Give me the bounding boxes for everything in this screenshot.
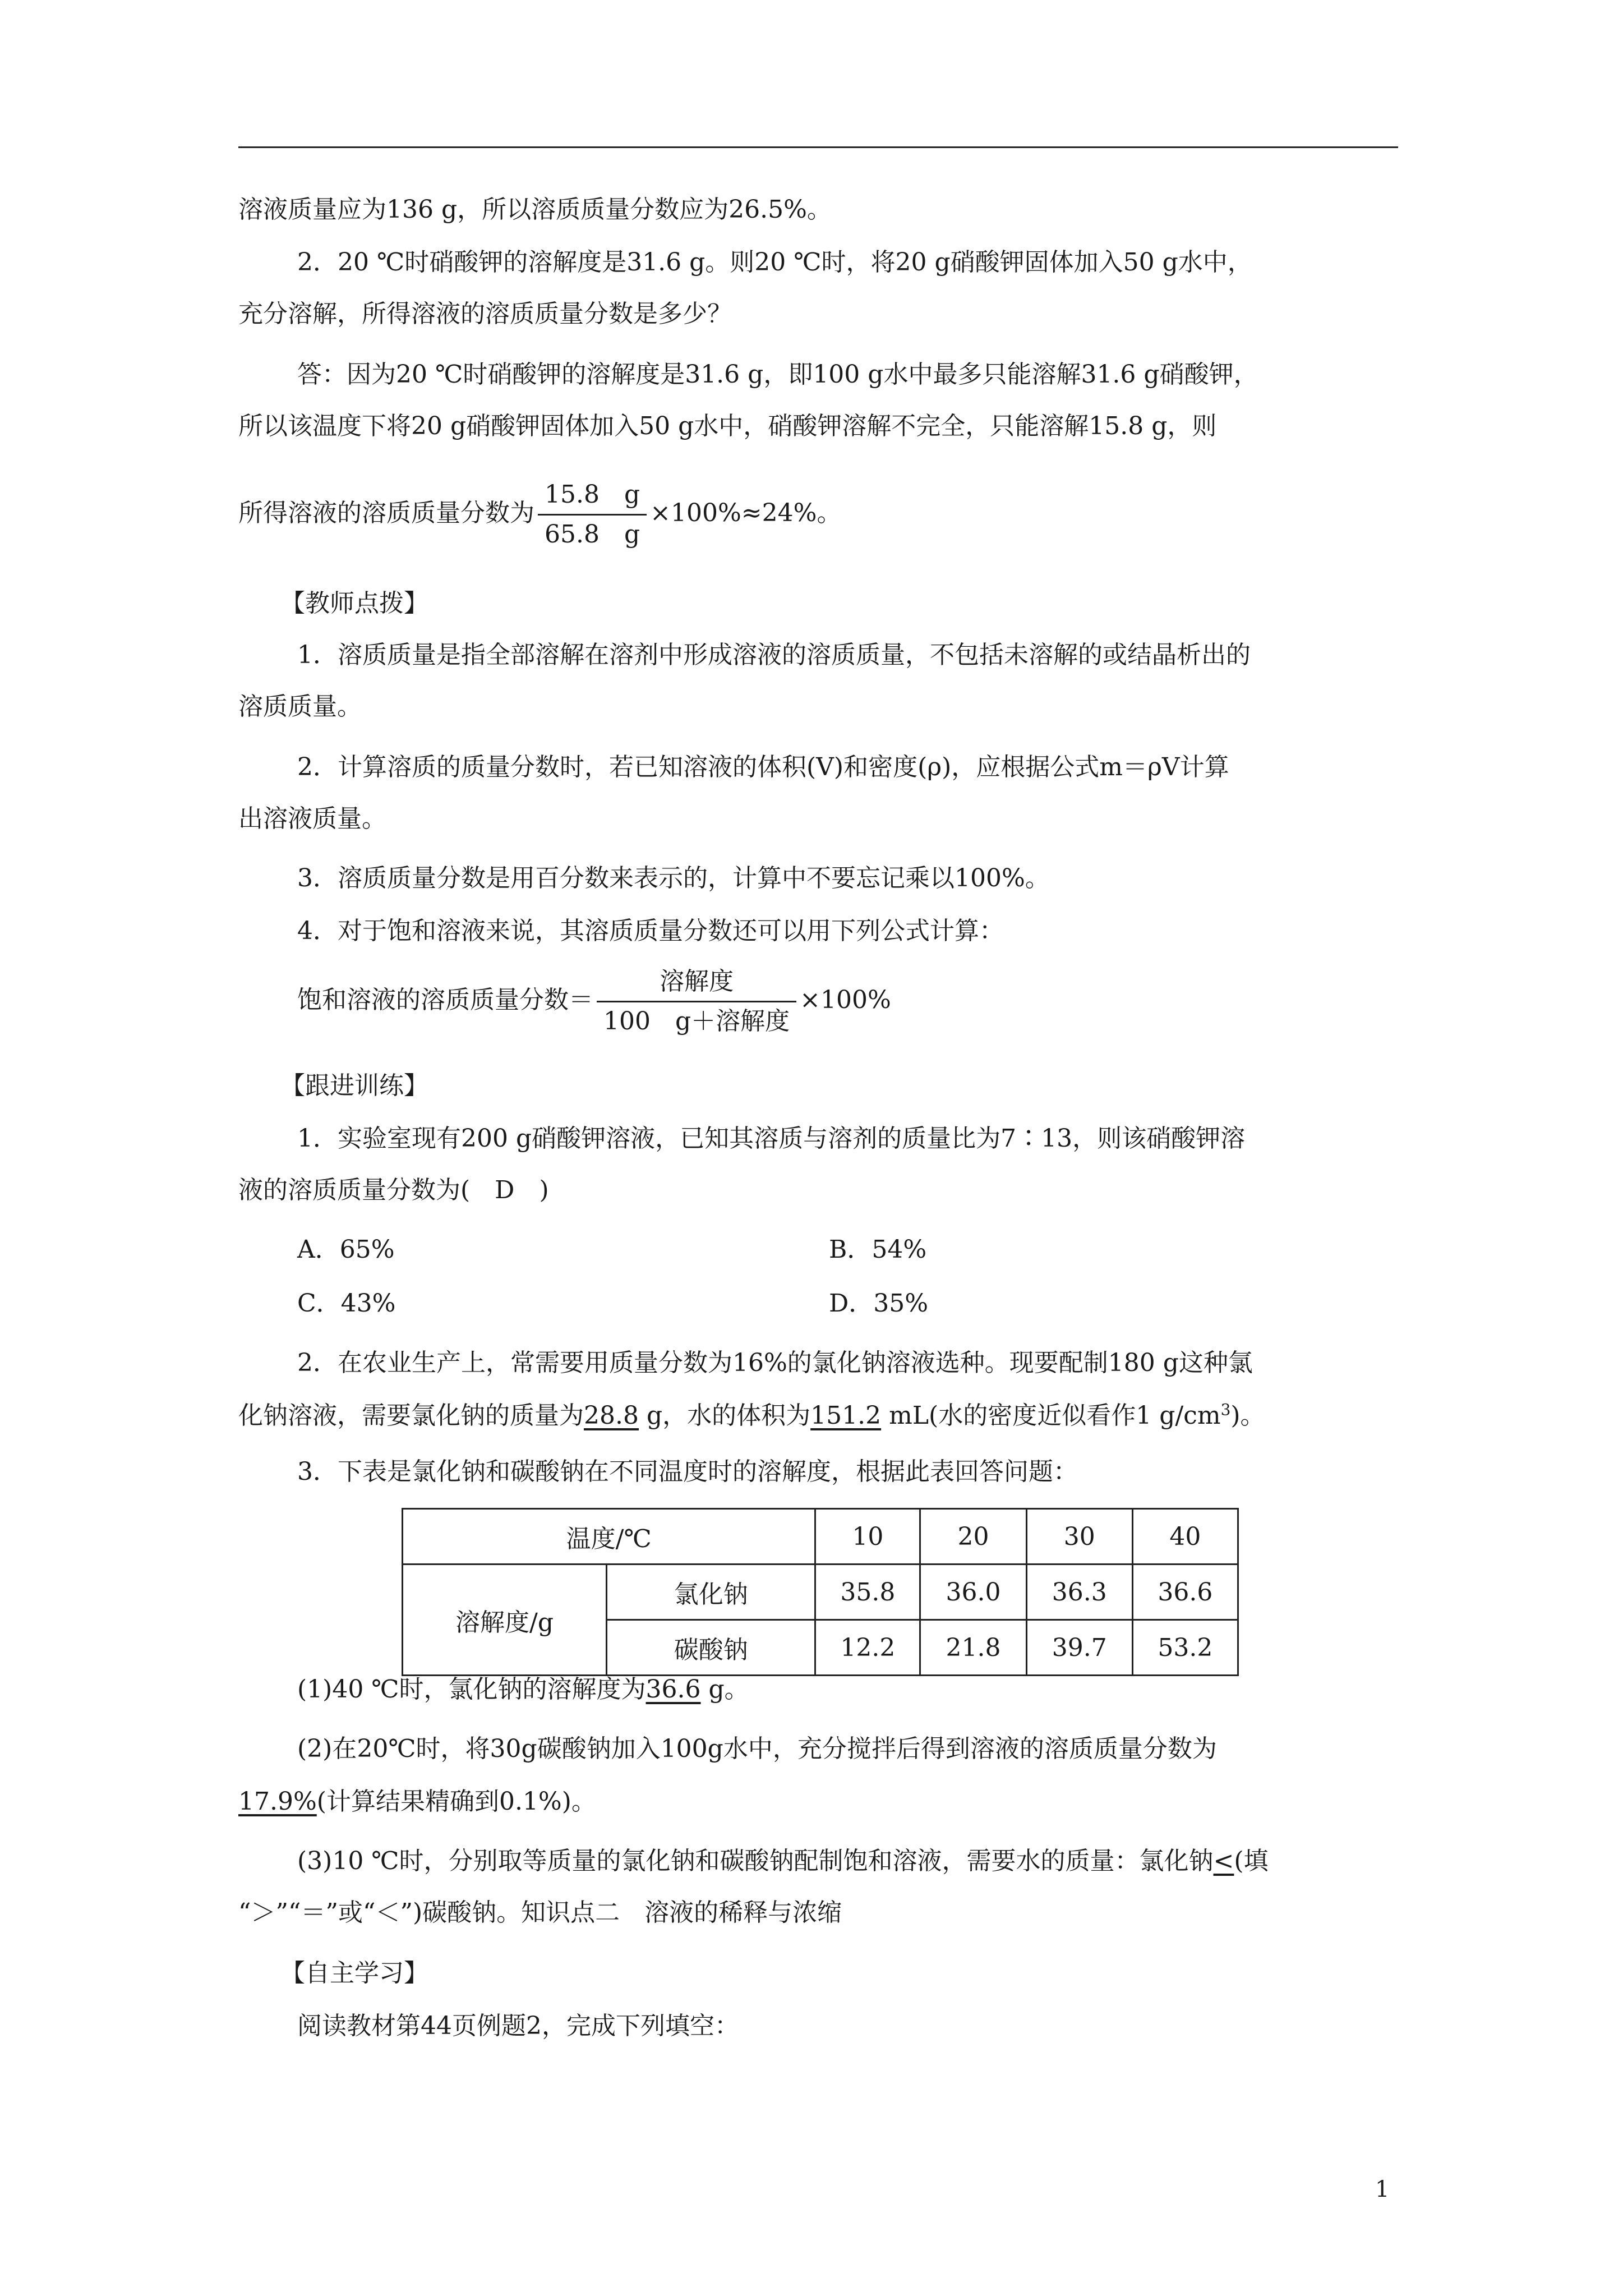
- formula-suffix: ×100%: [800, 986, 891, 1014]
- practice-2-line-2: [238, 1400, 1265, 1432]
- fraction: [538, 479, 647, 550]
- practice-3-prompt: 3．下表是氯化钠和碳酸钠在不同温度时的溶解度，根据此表回答问题：: [297, 1457, 1078, 1486]
- table-header-cell: 40: [1132, 1509, 1238, 1565]
- table-cell: 35.8: [815, 1565, 920, 1620]
- saturated-formula: [297, 966, 891, 1037]
- header-rule: [238, 146, 1398, 148]
- table-row: [403, 1509, 1238, 1565]
- table-cell: 36.6: [1132, 1565, 1238, 1620]
- table-header-temperature: 温度/℃: [403, 1509, 815, 1565]
- practice-2-text-b: g，水的体积为: [646, 1401, 811, 1430]
- sub-question-3-fill: (填: [1234, 1847, 1269, 1875]
- table-header-cell: 30: [1026, 1509, 1132, 1565]
- practice-1-line-2: 液的溶质质量分数为( D ): [238, 1176, 549, 1204]
- table-row-label: 氯化钠: [607, 1565, 815, 1620]
- table-row-label: 碳酸钠: [607, 1620, 815, 1676]
- option-d: D．35%: [829, 1289, 929, 1318]
- practice-2-text-a: 化钠溶液，需要氯化钠的质量为: [238, 1401, 584, 1430]
- tip-1-line-1: 1．溶质质量是指全部溶解在溶剂中形成溶液的溶质质量，不包括未溶解的或结晶析出的: [297, 641, 1251, 669]
- formula-prefix: 饱和溶液的溶质质量分数＝: [297, 986, 593, 1014]
- table-row: [403, 1565, 1238, 1620]
- solubility-table: [402, 1508, 1239, 1676]
- formula-fraction: [597, 966, 796, 1037]
- practice-2-line-1: 2．在农业生产上，常需要用质量分数为16%的氯化钠溶液选种。现要配制180 g这种氯: [297, 1349, 1253, 1377]
- tip-1-line-2: 溶质质量。: [238, 692, 362, 721]
- answer-blank-water-volume: 151.2: [810, 1401, 882, 1430]
- question-2-line-1: 2．20 ℃时硝酸钾的溶解度是31.6 g。则20 ℃时，将20 g硝酸钾固体加入50 g水中，: [297, 248, 1252, 277]
- fraction-denominator: 65.8 g: [545, 520, 640, 549]
- table-cell: 36.0: [920, 1565, 1026, 1620]
- answer-line-2: 所以该温度下将20 g硝酸钾固体加入50 g水中，硝酸钾溶解不完全，只能溶解15.8 g，则: [238, 412, 1217, 440]
- answer-blank-comparison: <: [1213, 1847, 1234, 1875]
- table-row-group-label: 溶解度/g: [403, 1565, 607, 1676]
- practice-1-line-1: 1．实验室现有200 g硝酸钾溶液，已知其溶质与溶剂的质量比为7∶13，则该硝酸钾溶: [297, 1124, 1246, 1153]
- tip-4: 4．对于饱和溶液来说，其溶质质量分数还可以用下列公式计算：: [297, 917, 1004, 945]
- practice-2-text-c: mL(水的密度近似看作1 g/cm: [889, 1401, 1221, 1430]
- answer-blank-mass-fraction: 17.9%: [238, 1787, 317, 1816]
- answer-fraction-suffix: ×100%≈24%。: [650, 499, 842, 527]
- sub-question-1-text: (1)40 ℃时，氯化钠的溶解度为: [297, 1675, 646, 1704]
- tip-3: 3．溶质质量分数是用百分数来表示的，计算中不要忘记乘以100%。: [297, 864, 1050, 892]
- text-line: 溶液质量应为136 g，所以溶质质量分数应为26.5%。: [238, 195, 832, 224]
- table-cell: 39.7: [1026, 1620, 1132, 1676]
- practice-2-text-d: )。: [1230, 1401, 1265, 1430]
- answer-blank-solubility: 36.6: [645, 1675, 701, 1704]
- sub-question-3-line-1: [297, 1846, 1269, 1877]
- tip-2-line-1: 2．计算溶质的质量分数时，若已知溶液的体积(V)和密度(ρ)，应根据公式m＝ρV计算: [297, 753, 1229, 781]
- answer-fraction-line: [238, 479, 841, 550]
- question-2-line-2: 充分溶解，所得溶液的溶质质量分数是多少？: [238, 300, 732, 328]
- section-heading-self-study: 【自主学习】: [280, 1959, 428, 1987]
- section-heading-teacher: 【教师点拨】: [280, 589, 428, 618]
- answer-line-1: 答：因为20 ℃时硝酸钾的溶解度是31.6 g，即100 g水中最多只能溶解31.6 g硝酸钾，: [297, 360, 1258, 389]
- sub-question-2-line-1: (2)在20℃时，将30g碳酸钠加入100g水中，充分搅拌后得到溶液的溶质质量分数为: [297, 1734, 1217, 1763]
- section-heading-practice: 【跟进训练】: [280, 1071, 428, 1100]
- formula-numerator: 溶解度: [597, 966, 796, 1002]
- sub-question-3-line-2: “＞”“＝”或“＜”)碳酸钠。知识点二 溶液的稀释与浓缩: [238, 1898, 842, 1927]
- sub-question-1-unit: g。: [708, 1675, 749, 1704]
- table-cell: 53.2: [1132, 1620, 1238, 1676]
- page-number: 1: [1375, 2177, 1390, 2202]
- sub-question-1: [297, 1674, 749, 1705]
- superscript: 3: [1220, 1400, 1231, 1419]
- table-header-cell: 20: [920, 1509, 1026, 1565]
- self-study-instruction: 阅读教材第44页例题2，完成下列填空：: [297, 2012, 739, 2040]
- tip-2-line-2: 出溶液质量。: [238, 804, 386, 833]
- answer-blank-nacl-mass: 28.8: [584, 1401, 639, 1430]
- fraction-numerator: 15.8 g: [538, 479, 647, 516]
- sub-question-2-line-2: [238, 1786, 596, 1818]
- table-header-cell: 10: [815, 1509, 920, 1565]
- answer-fraction-prefix: 所得溶液的溶质质量分数为: [238, 499, 534, 527]
- option-b: B．54%: [829, 1235, 927, 1264]
- formula-denominator: 100 g＋溶解度: [603, 1007, 790, 1036]
- table-cell: 12.2: [815, 1620, 920, 1676]
- table-cell: 36.3: [1026, 1565, 1132, 1620]
- option-c: C．43%: [297, 1289, 396, 1318]
- sub-question-3-text: (3)10 ℃时，分别取等质量的氯化钠和碳酸钠配制饱和溶液，需要水的质量：氯化钠: [297, 1847, 1214, 1875]
- sub-question-2-note: (计算结果精确到0.1%)。: [316, 1787, 596, 1816]
- option-a: A．65%: [297, 1235, 395, 1264]
- table-cell: 21.8: [920, 1620, 1026, 1676]
